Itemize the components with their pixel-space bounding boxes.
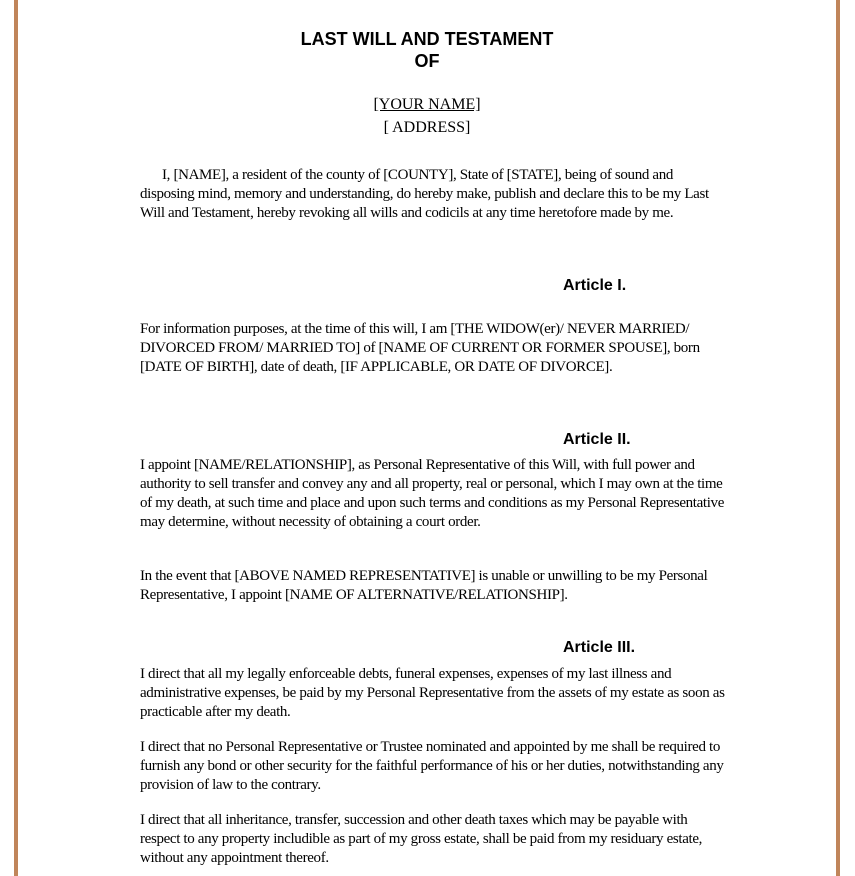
page-border-right — [836, 0, 840, 876]
article-2-paragraph-2: In the event that [ABOVE NAMED REPRESENTATIVE] is unable or unwilling to be my Personal Representative, I appoint [NAME OF ALTERNATIVE/RELATIONSHIP]. — [140, 568, 708, 603]
article-3-paragraph-2: I direct that no Personal Representative or Trustee nominated and appointed by me shall be required to furnish any bond or other security for the faithful performance of his or her duties, notwithstanding any provision of law to the contrary. — [140, 739, 724, 793]
article-2-heading: Article II. — [563, 431, 631, 448]
document-title-of: OF — [414, 51, 440, 71]
document-page — [18, 0, 836, 876]
article-1-paragraph-1: For information purposes, at the time of this will, I am [THE WIDOW(er)/ NEVER MARRIED/ DIVORCED FROM/ MARRIED TO] of [NAME OF CURRENT OR FORMER SPOUSE], born [DATE OF BIRTH], date of death, [IF APPLICABLE, OR DATE OF DIVORCE]. — [140, 321, 700, 375]
article-3-heading: Article III. — [563, 639, 636, 656]
article-1-heading: Article I. — [563, 277, 627, 294]
article-3-paragraph-3: I direct that all inheritance, transfer, succession and other death taxes which may be payable with respect to any property includible as part of my gross estate, shall be paid from my residuary estate, without any appointment thereof. — [140, 812, 703, 866]
document-title: LAST WILL AND TESTAMENT — [300, 29, 554, 49]
testator-address-placeholder: [ ADDRESS] — [383, 119, 471, 136]
article-2-paragraph-1: I appoint [NAME/RELATIONSHIP], as Personal Representative of this Will, with full power and authority to sell transfer and convey any and all property, real or personal, which I may own at the time of my death, at such time and place and upon such terms and conditions as my Personal Representative may determine, without necessity of obtaining a court order. — [140, 457, 725, 530]
article-3-paragraph-1: I direct that all my legally enforceable debts, funeral expenses, expenses of my last illness and administrative expenses, be paid by my Personal Representative from the assets of my estate as soon as practicable after my death. — [140, 666, 725, 720]
intro-paragraph: I, [NAME], a resident of the county of [COUNTY], State of [STATE], being of sound and disposing mind, memory and understanding, do hereby make, publish and declare this to be my Last Will and Testament, hereby revoking all wills and codicils at any time heretofore made by me. — [140, 167, 709, 221]
testator-name-placeholder: [YOUR NAME] — [373, 96, 481, 113]
